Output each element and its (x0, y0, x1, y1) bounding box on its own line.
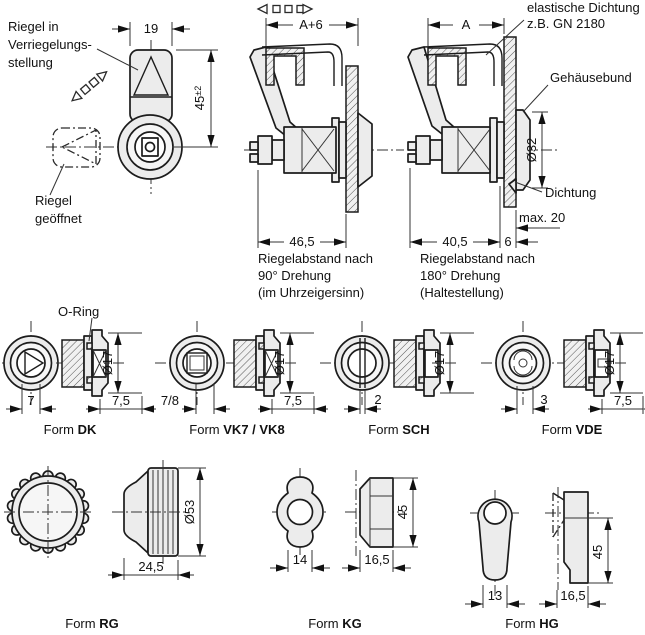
form-dk (2, 304, 156, 437)
dim-panel-thickness (516, 210, 565, 232)
dim-text-dk-o17: Ø17 (100, 350, 115, 376)
shaft (272, 140, 284, 160)
dim-hg-165 (539, 586, 606, 608)
label-elastic-seal-2: z.B. GN 2180 (527, 16, 606, 31)
dim-kg-45 (393, 478, 418, 547)
dim-text-dk-7: 7 (27, 393, 35, 408)
dim-text-405: 40,5 (442, 234, 468, 249)
latch-body (284, 127, 336, 173)
head-cone (358, 113, 372, 187)
label-form-rg (65, 616, 118, 630)
dim-text-kg-165: 16,5 (364, 552, 390, 567)
label-locked-1: Riegel in (8, 19, 59, 34)
form-name-vde: VDE (575, 422, 603, 437)
label-gasket: Dichtung (545, 185, 597, 200)
caption-90-1: Riegelabstand nach (258, 251, 373, 266)
label-form-vde (542, 422, 603, 437)
dim-cam-height (174, 50, 218, 147)
label-form-dk (44, 422, 97, 437)
dim-text-vde-o17: Ø17 (602, 350, 617, 376)
wing-knob-side (360, 478, 393, 547)
form-name-sch: SCH (402, 422, 430, 437)
dim-hg-13 (465, 585, 525, 608)
latch-body (442, 127, 490, 173)
form-name-hg: HG (539, 616, 559, 630)
dim-text-hg-13: 13 (487, 588, 503, 603)
slide-direction-symbol (258, 5, 312, 14)
form-vk (155, 321, 328, 437)
dim-hg-45 (588, 518, 613, 583)
dim-text-kg-45: 45 (395, 504, 410, 520)
plug-body-section (394, 340, 416, 387)
label-open-2: geöffnet (35, 211, 82, 226)
form-rg (4, 460, 206, 630)
form-prefix: Form (541, 422, 572, 437)
shaft (430, 140, 442, 160)
label-open-1: Riegel (35, 193, 72, 208)
dim-grip-span-a (428, 17, 504, 46)
flange-disc (490, 118, 497, 182)
form-prefix: Form (189, 422, 220, 437)
dim-45-tolerance: ±2 (193, 85, 203, 96)
dim-text-vk-78: 7/8 (160, 393, 179, 408)
dim-text-hg-165: 16,5 (560, 588, 586, 603)
dim-text-465: 46,5 (289, 234, 315, 249)
leader-collar (523, 85, 548, 112)
label-form-sch (368, 422, 429, 437)
dim-text-vde-3: 3 (540, 392, 548, 407)
dim-rg-245 (108, 558, 194, 580)
form-sch (320, 321, 474, 437)
plug-body-section (62, 340, 84, 387)
dim-text-kg-14: 14 (292, 552, 308, 567)
form-prefix: Form (308, 616, 339, 630)
caption-180-2: 180° Drehung (420, 268, 501, 283)
dim-text-dk-75: 7,5 (111, 393, 131, 408)
dim-kg-14 (270, 550, 330, 572)
form-vde (481, 321, 645, 437)
o-ring-section (87, 343, 92, 349)
plug-body-section (234, 340, 256, 387)
spindle-end (416, 136, 430, 164)
flange-disc-2 (497, 122, 504, 178)
label-locked-3: stellung (8, 55, 53, 70)
front-view-latch (8, 19, 218, 226)
form-name-vk: VK7 / VK8 (223, 422, 285, 437)
o-ring-section (87, 377, 92, 383)
form-name-dk: DK (77, 422, 97, 437)
mounting-panel (346, 66, 358, 212)
plug-body-section (564, 340, 586, 387)
lever-grip-side (564, 492, 588, 583)
form-prefix: Form (43, 422, 74, 437)
dim-sch-2 (344, 390, 382, 414)
caption-90-2: 90° Drehung (258, 268, 332, 283)
form-kg (270, 468, 418, 630)
form-hg (465, 487, 613, 630)
dim-text-sch-2: 2 (374, 392, 382, 407)
label-form-kg (308, 616, 361, 630)
dim-text-vk-o17: Ø17 (272, 350, 287, 376)
section-view-180 (408, 0, 640, 300)
spindle-end (258, 136, 272, 164)
dim-text-a: A (461, 17, 471, 32)
caption-90-3: (im Uhrzeigersinn) (258, 285, 365, 300)
dim-text-45 (192, 86, 207, 110)
form-prefix: Form (65, 616, 96, 630)
form-prefix: Form (505, 616, 536, 630)
label-o-ring: O-Ring (58, 304, 100, 319)
dim-text-max20: max. 20 (519, 210, 566, 225)
dim-text-rg-245: 24,5 (138, 559, 164, 574)
dim-text-a6: A+6 (299, 17, 323, 32)
dim-text-19: 19 (143, 21, 159, 36)
dim-kg-165 (342, 550, 411, 572)
dim-text-vde-75: 7,5 (613, 393, 633, 408)
leader-open (50, 164, 64, 195)
dim-grip-span (266, 17, 358, 46)
caption-180-1: Riegelabstand nach (420, 251, 535, 266)
label-form-vk (189, 422, 284, 437)
dim-rg-dia (178, 468, 206, 556)
section-view-90 (244, 5, 404, 301)
label-elastic-seal-1: elastische Dichtung (527, 0, 640, 15)
label-locked-2: Verriegelungs- (8, 37, 92, 52)
label-collar: Gehäusebund (550, 70, 632, 85)
form-prefix: Form (368, 422, 399, 437)
dim-text-6: 6 (504, 234, 512, 249)
dim-text-sch-o17: Ø17 (432, 350, 447, 376)
rotation-direction-arrow (69, 68, 109, 104)
dim-text-hg-45: 45 (590, 544, 605, 560)
dim-text-vk-75: 7,5 (283, 393, 303, 408)
flange-disc-2 (339, 122, 346, 178)
caption-180-3: (Haltestellung) (420, 285, 504, 300)
latch-body-front (118, 115, 182, 179)
form-name-rg: RG (99, 616, 119, 630)
cam-locked (130, 50, 172, 122)
dim-text-o32: Ø32 (524, 137, 539, 163)
dim-text-rg-o53: Ø53 (182, 499, 197, 525)
form-name-kg: KG (342, 616, 362, 630)
label-form-hg (505, 616, 558, 630)
dim-45: 45 (192, 95, 207, 111)
